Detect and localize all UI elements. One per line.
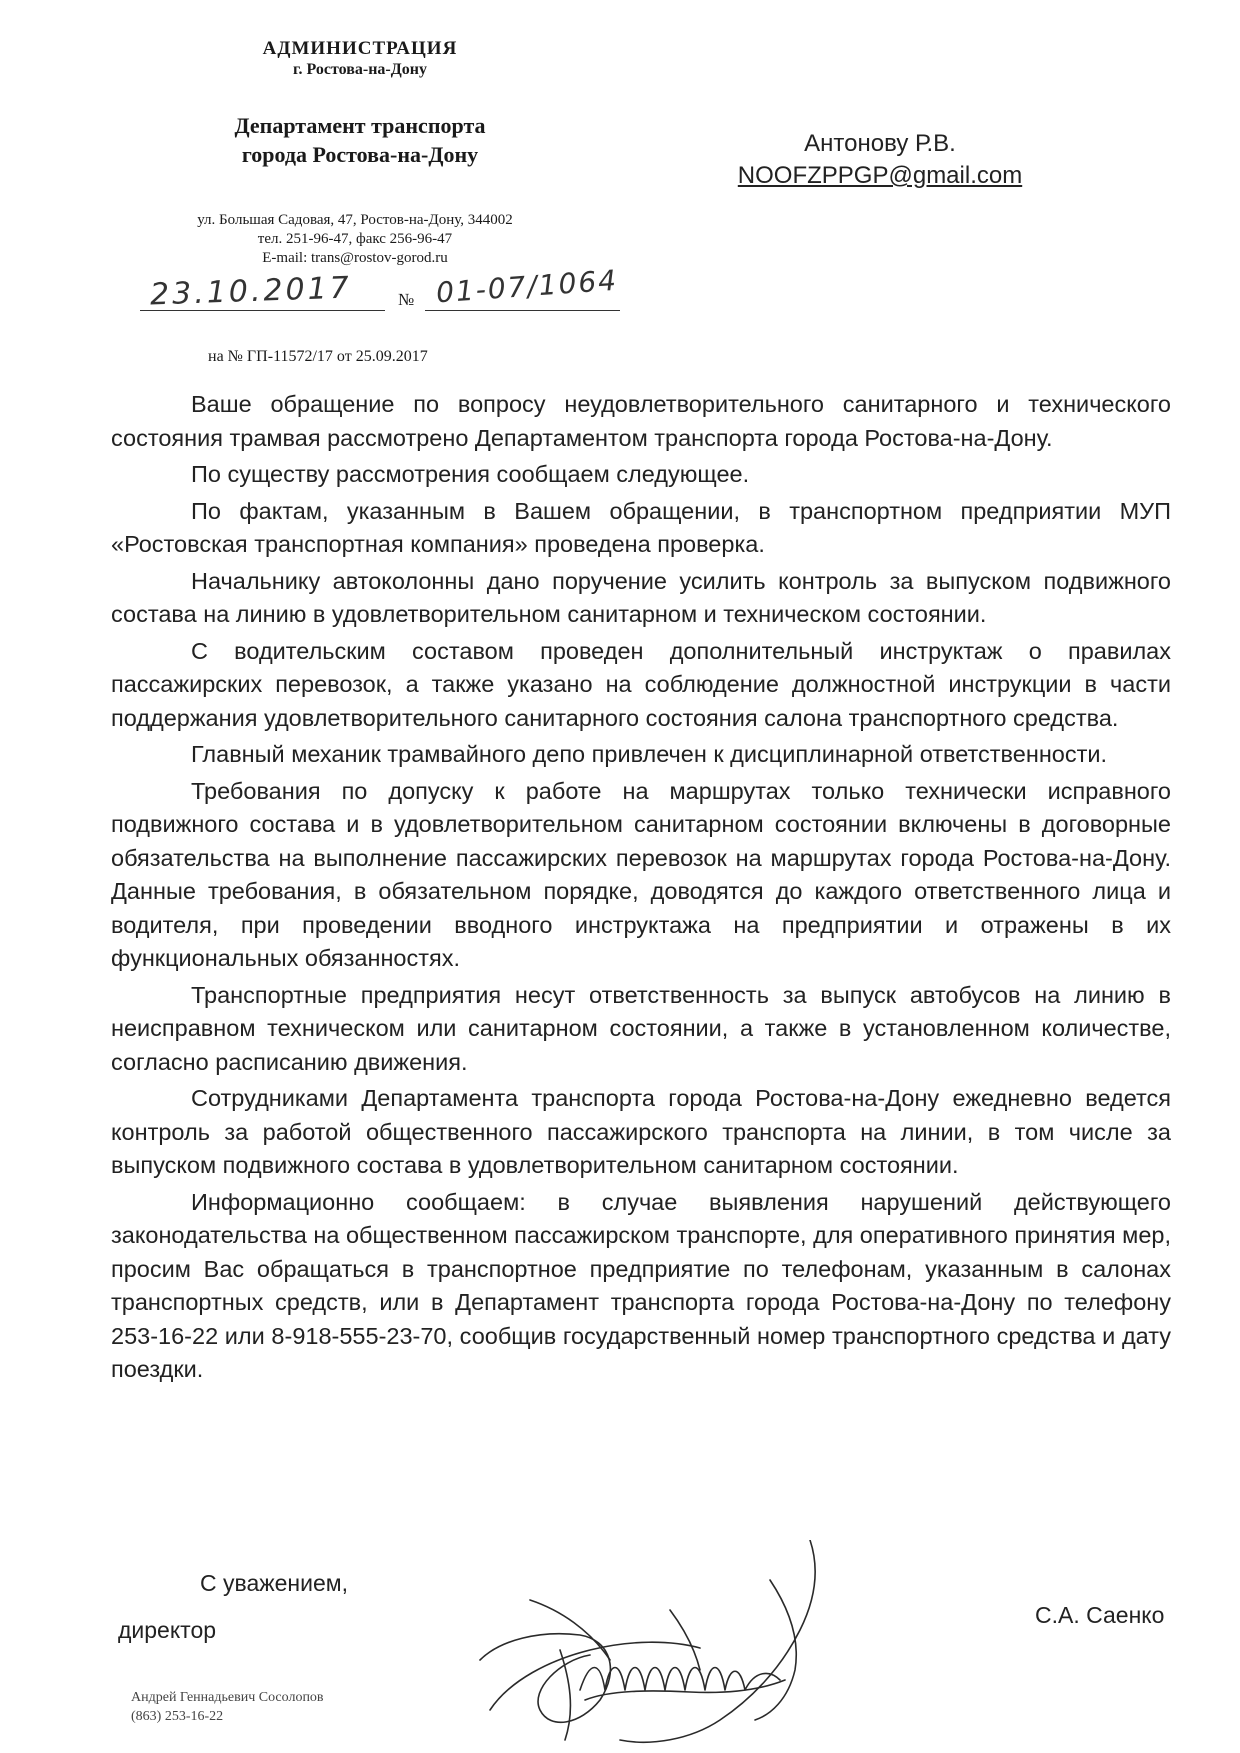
executor-name: Андрей Геннадьевич Сосолопов	[131, 1690, 324, 1705]
letter-body	[111, 388, 1171, 1390]
number-underline	[425, 310, 620, 311]
body-paragraph: Ваше обращение по вопросу неудовлетворительного санитарного и технического состояния трамвая рассмотрено Департаментом транспорта города Ростова-на-Дону.	[111, 391, 1171, 451]
body-paragraph: Транспортные предприятия несут ответственность за выпуск автобусов на линию в неисправном техническом или санитарном состоянии, а также в установленном количестве, согласно расписанию движения.	[111, 981, 1171, 1075]
executor-block	[131, 1688, 324, 1726]
department-address: ул. Большая Садовая, 47, Ростов-на-Дону, 344002	[197, 212, 513, 228]
department-contacts	[120, 211, 590, 268]
recipient-block	[700, 128, 1060, 192]
reference-line: на № ГП-11572/17 от 25.09.2017	[208, 348, 428, 365]
body-paragraph: Сотрудниками Департамента транспорта города Ростова-на-Дону ежедневно ведется контроль за работой общественного пассажирского транспорта на линии, в том числе за выпуском подвижного состава в удовлетворительном санитарном состоянии.	[111, 1085, 1171, 1178]
admin-city: г. Ростова-на-Дону	[293, 61, 427, 78]
department-line2: города Ростова-на-Дону	[241, 142, 479, 167]
body-paragraph: Информационно сообщаем: в случае выявления нарушений действующего законодательства на общественном пассажирском транспорте, для оперативного принятия мер, просим Вас обращаться в транспортное предприятие по телефонам, указанным в салонах транспортных средств, или в Департамент транспорта города Ростова-на-Дону по телефону 253-16-22 или 8-918-555-23-70, сообщив государственный номер транспортного средства и дату поездки.	[111, 1188, 1171, 1382]
department-phone: тел. 251-96-47, факс 256-96-47	[257, 231, 453, 247]
signer-position: директор	[118, 1617, 217, 1643]
registration-line	[140, 263, 620, 314]
body-paragraph: Начальнику автоколонны дано поручение усилить контроль за выпуском подвижного состава на линию в удовлетворительном санитарном и техническом состоянии.	[111, 567, 1171, 627]
department-line1: Департамент транспорта	[234, 113, 486, 138]
recipient-name: Антонову Р.В.	[804, 130, 956, 157]
date-underline	[140, 310, 385, 311]
signer-name: С.А. Саенко	[1035, 1602, 1165, 1628]
body-paragraph: Требования по допуску к работе на маршрутах только технически исправного подвижного состава и в удовлетворительном санитарном состоянии включены в договорные обязательства на выполнение пассажирских перевозок на маршрутах города Ростова-на-Дону. Данные требования, в обязательном порядке, доводятся до каждого ответственного лица и водителя, при проведении вводного инструктажа на предприятии и отражены в их функциональных обязанностях.	[111, 777, 1171, 971]
department-name	[140, 111, 580, 169]
executor-phone: (863) 253-16-22	[131, 1709, 224, 1724]
body-paragraph: Главный механик трамвайного депо привлечен к дисциплинарной ответственности.	[191, 741, 1108, 767]
registration-date: 23.10.2017	[149, 270, 353, 313]
body-paragraph: По фактам, указанным в Вашем обращении, в транспортном предприятии МУП «Ростовская транспортная компания» проведена проверка.	[111, 497, 1171, 557]
handwritten-signature	[470, 1540, 890, 1750]
recipient-email[interactable]: NOOFZPPGP@gmail.com	[737, 162, 1023, 189]
admin-title: АДМИНИСТРАЦИЯ	[262, 38, 458, 59]
body-paragraph: По существу рассмотрения сообщаем следующее.	[191, 461, 750, 487]
sender-header	[140, 38, 580, 169]
body-paragraph: С водительским составом проведен дополнительный инструктаж о правилах пассажирских перевозок, а также указано на соблюдение должностной инструкции в части поддержания удовлетворительного санитарного состояния салона транспортного средства.	[111, 637, 1171, 731]
registration-number: 01-07/1064	[435, 263, 619, 310]
closing-phrase: С уважением,	[200, 1570, 348, 1596]
number-sign: №	[398, 290, 415, 309]
department-email: E-mail: trans@rostov-gorod.ru	[262, 250, 448, 266]
